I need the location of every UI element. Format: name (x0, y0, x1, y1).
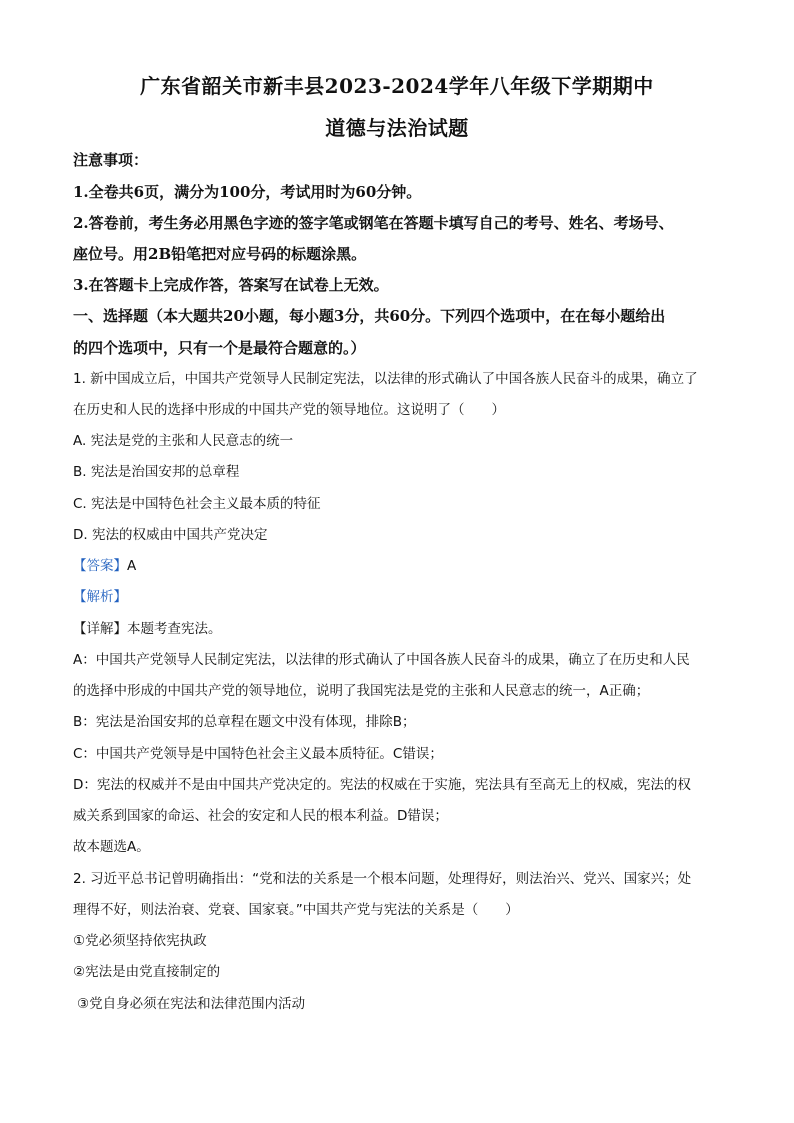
q1-answer (73, 556, 733, 576)
q1-explain-c: C：中国共产党领导是中国特色社会主义最本质特征。C错误； (73, 746, 443, 762)
q1-explain-d1: D：宪法的权威并不是由中国共产党决定的。宪法的权威在于实施，宪法具有至高无上的权威，宪法的权 (73, 777, 691, 793)
q1-option-c: C. 宪法是中国特色社会主义最本质的特征 (73, 496, 321, 512)
notice-item-3: 3.在答题卡上完成作答，答案写在试卷上无效。 (73, 276, 389, 294)
q1-explain-b: B：宪法是治国安邦的总章程在题文中没有体现，排除B； (73, 714, 416, 730)
q2-option-1: ①党必须坚持依宪执政 (73, 933, 207, 949)
notice-heading: 注意事项： (73, 151, 149, 169)
q2-stem-b: 理得不好，则法治衰、党衰、国家衰。”中国共产党与宪法的关系是（ ） (73, 902, 519, 918)
q1-conclusion: 故本题选A。 (73, 839, 150, 855)
analysis-tag: 【解析】 (73, 589, 127, 605)
q1-explain-a1: A：中国共产党领导人民制定宪法，以法律的形式确认了中国各族人民奋斗的成果，确立了在历史和人民 (73, 652, 690, 668)
q1-option-d: D. 宪法的权威由中国共产党决定 (73, 527, 268, 543)
notice-item-1: 1.全卷共6页，满分为100分，考试用时为60分钟。 (73, 183, 422, 201)
q1-option-b: B. 宪法是治国安邦的总章程 (73, 464, 240, 480)
q1-option-a: A. 宪法是党的主张和人民意志的统一 (73, 433, 294, 449)
notice-item-2b: 座位号。用2B铅笔把对应号码的标题涂黑。 (73, 245, 367, 263)
q2-stem-a: 2. 习近平总书记曾明确指出：“党和法的关系是一个根本问题，处理得好，则法治兴、党兴、国家兴；处 (73, 871, 692, 887)
q2-option-3: ③党自身必须在宪法和法律范围内活动 (77, 996, 306, 1012)
q1-stem-a: 1. 新中国成立后，中国共产党领导人民制定宪法，以法律的形式确认了中国各族人民奋斗的成果，确立了 (73, 371, 698, 387)
q1-explain-d2: 威关系到国家的命运、社会的安定和人民的根本利益。D错误； (73, 808, 448, 824)
answer-tag: 【答案】 (73, 558, 127, 574)
section-heading-2: 的四个选项中，只有一个是最符合题意的。） (73, 339, 366, 357)
q1-detail: 【详解】本题考查宪法。 (73, 621, 222, 637)
section-heading-1: 一、选择题（本大题共20小题，每小题3分，共60分。下列四个选项中，在在每小题给出 (73, 307, 666, 325)
exam-subtitle: 道德与法治试题 (325, 116, 469, 140)
answer-value: A (127, 558, 137, 574)
exam-title: 广东省韶关市新丰县2023-2024学年八年级下学期期中 (140, 74, 654, 98)
q2-option-2: ②宪法是由党直接制定的 (73, 964, 221, 980)
q1-stem-b: 在历史和人民的选择中形成的中国共产党的领导地位。这说明了（ ） (73, 402, 505, 418)
q1-explain-a2: 的选择中形成的中国共产党的领导地位，说明了我国宪法是党的主张和人民意志的统一，A正确； (73, 683, 650, 699)
notice-item-2a: 2.答卷前，考生务必用黑色字迹的签字笔或钢笔在答题卡填写自己的考号、姓名、考场号、 (73, 214, 674, 232)
